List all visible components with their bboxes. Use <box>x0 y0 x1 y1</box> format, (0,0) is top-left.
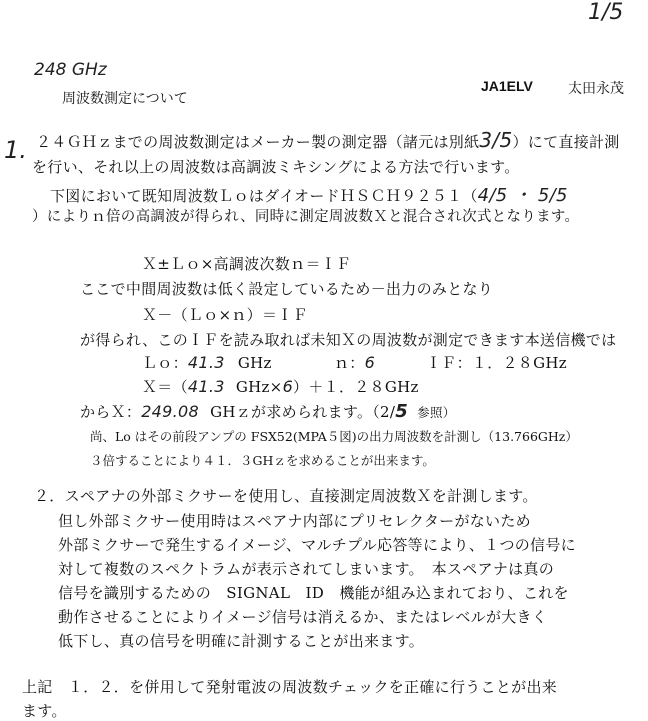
line-text: 下図において既知周波数Ｌｏはダイオード <box>50 187 340 205</box>
line-text: ２４ＧＨｚまでの周波数測定はメーカー製の測定器（諸元は別紙 <box>36 133 480 151</box>
n-handwritten: 6 <box>364 353 376 372</box>
equation-1: Ｘ±Ｌｏ×高調波次数ｎ＝ＩＦ <box>142 255 352 273</box>
callsign: JA1ELV <box>481 78 533 94</box>
section-1-line-1 <box>36 128 620 152</box>
conclusion-line-1: 上記 １．２．を併用して発射電波の周波数チェックを正確に行うことが出来 <box>22 678 558 696</box>
handwritten-title: 248 GHz <box>34 60 107 80</box>
section-2-line-3: 外部ミクサーで発生するイメージ、マルチプル応答等により、１つの信号に <box>58 536 576 554</box>
section-2-line-2: 但し外部ミクサー使用時はスペアナ内部にプリセレクターがないため <box>58 512 531 530</box>
lo-label: Ｌｏ： <box>142 354 188 372</box>
author-name: 太田永茂 <box>568 81 624 97</box>
lo-handwritten: 41.3 <box>187 353 225 372</box>
section-1-line-6: が得られ、このＩＦを読み取れば未知Ｘの周波数が測定できます本送信機では <box>80 331 617 349</box>
x-eq-c: ）＋１．２８GHz <box>293 378 419 396</box>
result-handwritten: 249.08 <box>141 402 199 421</box>
document-subtitle: 周波数測定について <box>62 91 188 107</box>
result-line <box>80 401 456 422</box>
conclusion-line-2: ます。 <box>22 702 67 720</box>
section-2-line-7: 低下し、真の信号を明確に計測することが出来ます。 <box>58 632 425 650</box>
result-c: 2/ <box>380 403 396 421</box>
section-1-line-2: を行い、それ以上の周波数は高調波ミキシングによる方法で行います。 <box>32 158 520 176</box>
n-label: ｎ： <box>334 354 365 372</box>
line-text: ）にて直接計測 <box>512 133 620 151</box>
section-1-mark: 1. <box>4 136 27 164</box>
diode-part: ＨＳＣＨ９２５１（ <box>339 187 478 205</box>
section-2-line-6: 動作させることによりイメージ信号は消えるか、またはレベルが大きく <box>58 608 548 626</box>
handwritten-ref: 3/5 <box>479 128 513 152</box>
section-1-line-3 <box>50 181 568 207</box>
x-eq-a: Ｘ＝（ <box>142 378 188 396</box>
if-value: ＩＦ：１．２８GHz <box>426 354 567 372</box>
x-equation <box>142 376 419 397</box>
section-2-line-4: 対して複数のスペクトラムが表示されてしまいます。 本スペアナは真の <box>58 560 555 578</box>
x-eq-b: GHz× <box>235 378 283 396</box>
page-number: 1/5 <box>588 0 624 25</box>
handwritten-ref: 4/5 ・ 5/5 <box>477 185 568 206</box>
equation-2: Ｘ－（Ｌｏ×ｎ）＝ＩＦ <box>142 306 308 324</box>
section-2-line-1: ２．スペアナの外部ミクサーを使用し、直接測定周波数Ｘを計測します。 <box>34 487 538 505</box>
n-value <box>334 352 375 373</box>
result-handwritten-2: 5 <box>395 401 409 422</box>
result-a: からＸ： <box>80 403 142 421</box>
note-line-2: ３倍することにより４１．３GHｚを求めることが出来ます。 <box>90 453 435 468</box>
lo-value-line <box>142 352 272 373</box>
section-1-line-5: ここで中間周波数は低く設定しているため－出力のみとなり <box>80 280 494 298</box>
lo-unit: GHz <box>237 354 272 372</box>
section-1-line-4: ）によりｎ倍の高調波が得られ、同時に測定周波数Ｘと混合され次式となります。 <box>32 209 580 225</box>
section-2-line-5: 信号を識別するための SIGNAL ID 機能が組み込まれており、これを <box>58 584 569 602</box>
result-b: GHｚが求められます。（ <box>210 403 381 421</box>
result-d: 参照） <box>417 405 456 420</box>
x-handwritten-2: 6 <box>282 377 294 396</box>
x-handwritten: 41.3 <box>187 377 225 396</box>
note-line-1: 尚、Lo はその前段アンプの FSX52(MPA５図)の出力周波数を計測し（13.766GHz） <box>90 429 578 444</box>
